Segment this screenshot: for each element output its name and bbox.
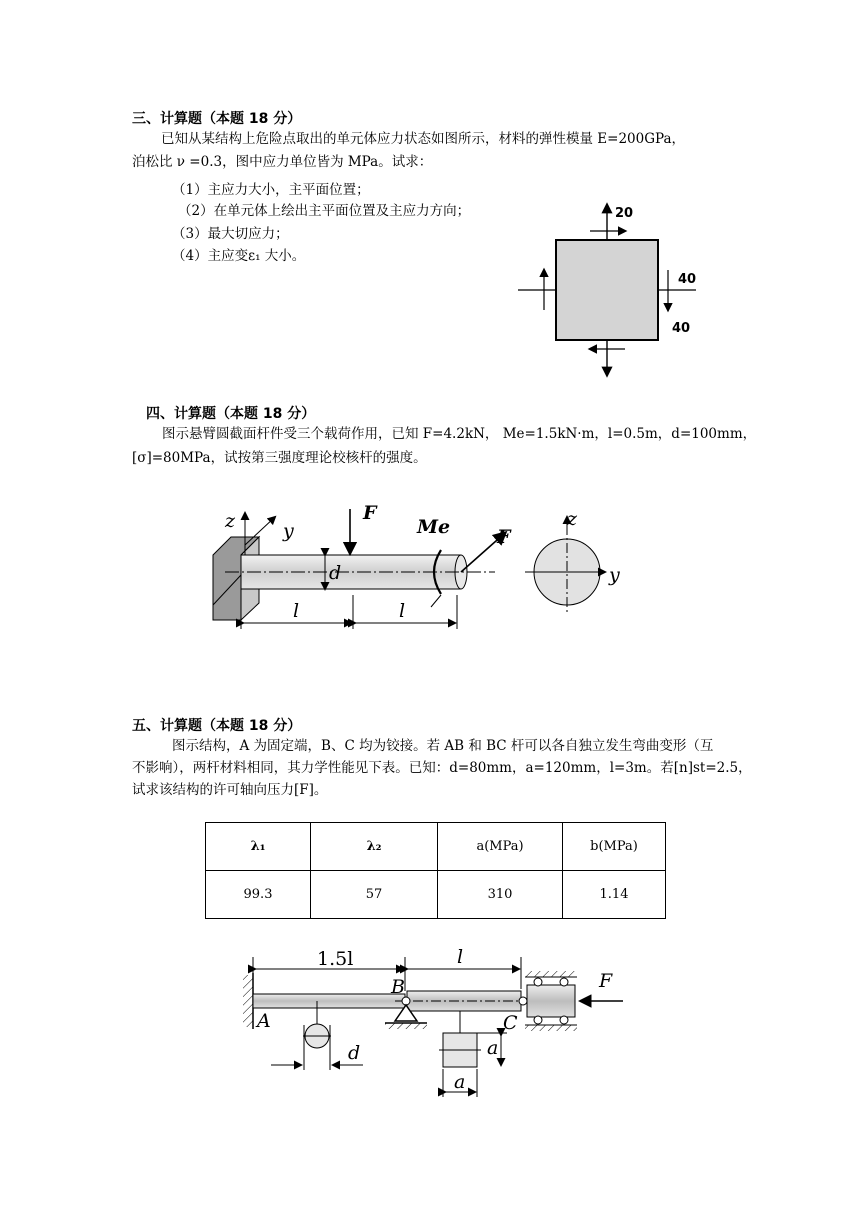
section3-line2: 泊松比 ν =0.3，图中应力单位皆为 MPa。试求： — [132, 154, 433, 170]
table-cell: 99.3 — [206, 871, 311, 919]
stress-label-bottom-right: 40 — [672, 321, 691, 336]
side-a-label-vertical: a — [487, 1037, 499, 1059]
section-y-label: y — [609, 564, 620, 586]
table-cell: 310 — [438, 871, 563, 919]
axis-y-label: y — [283, 520, 294, 542]
table-header-row — [206, 823, 666, 871]
section5-line1: 图示结构，A 为固定端，B、C 均为铰接。若 AB 和 BC 杆可以各自独立发生弯曲变形（互 — [172, 738, 714, 754]
cantilever-figure — [205, 495, 645, 640]
point-B-label: B — [391, 976, 405, 998]
stress-element-square — [556, 240, 658, 340]
section5-line2: 不影响），两杆材料相同，其力学性能见下表。已知：d=80mm，a=120mm，l=3m。若[n]st=2.5， — [132, 760, 752, 776]
section4-line1: 图示悬臂圆截面杆件受三个载荷作用，已知 F=4.2kN， Me=1.5kN·m，l=0.5m，d=100mm， — [162, 426, 757, 442]
section5-line3: 试求该结构的许可轴向压力[F]。 — [132, 782, 328, 798]
section3-item-4: （4）主应变ε₁ 大小。 — [172, 248, 306, 264]
table-header-cell: a(MPa) — [438, 823, 563, 871]
section3-item-1: （1）主应力大小，主平面位置； — [172, 182, 370, 198]
axis-z-label: z — [225, 510, 236, 532]
table-header-cell: λ₂ — [311, 823, 438, 871]
column-structure-figure — [235, 945, 635, 1105]
diameter-d-label: d — [348, 1042, 361, 1064]
point-C-label: C — [503, 1012, 518, 1034]
length-l-label-1: l — [293, 600, 300, 622]
section3-item-2: （2）在单元体上绘出主平面位置及主应力方向； — [178, 203, 471, 219]
force-F-label: F — [599, 970, 613, 992]
force-F-label: F — [363, 502, 377, 524]
side-a-label-horizontal: a — [454, 1071, 466, 1093]
section3-heading: 三、计算题（本题 18 分） — [132, 111, 302, 127]
stress-label-top: 20 — [615, 206, 634, 221]
rod-AB — [253, 994, 405, 1008]
section3-line1: 已知从某结构上危险点取出的单元体应力状态如图所示，材料的弹性模量 E=200GPa， — [161, 131, 686, 147]
diameter-d-label: d — [329, 562, 342, 584]
stress-label-right: 40 — [678, 272, 697, 287]
length-l-label: l — [457, 946, 464, 968]
section5-heading: 五、计算题（本题 18 分） — [132, 718, 302, 734]
section-z-label: z — [567, 508, 578, 530]
table-header-cell: λ₁ — [206, 823, 311, 871]
section3-item-3: （3）最大切应力； — [172, 226, 289, 242]
table-row — [206, 871, 666, 919]
section4-heading: 四、计算题（本题 18 分） — [146, 406, 316, 422]
stress-element-figure — [500, 195, 720, 385]
section4-line2: [σ]=80MPa，试按第三强度理论校核杆的强度。 — [132, 450, 427, 466]
table-header-cell: b(MPa) — [563, 823, 666, 871]
table-cell: 57 — [311, 871, 438, 919]
table-cell: 1.14 — [563, 871, 666, 919]
point-A-label: A — [257, 1010, 271, 1032]
moment-Me-label: Me — [417, 516, 451, 538]
force-F2-label: F — [497, 526, 511, 548]
material-properties-table — [205, 822, 666, 919]
length-l-label-2: l — [399, 600, 406, 622]
length-1.5l-label: 1.5l — [317, 948, 354, 970]
